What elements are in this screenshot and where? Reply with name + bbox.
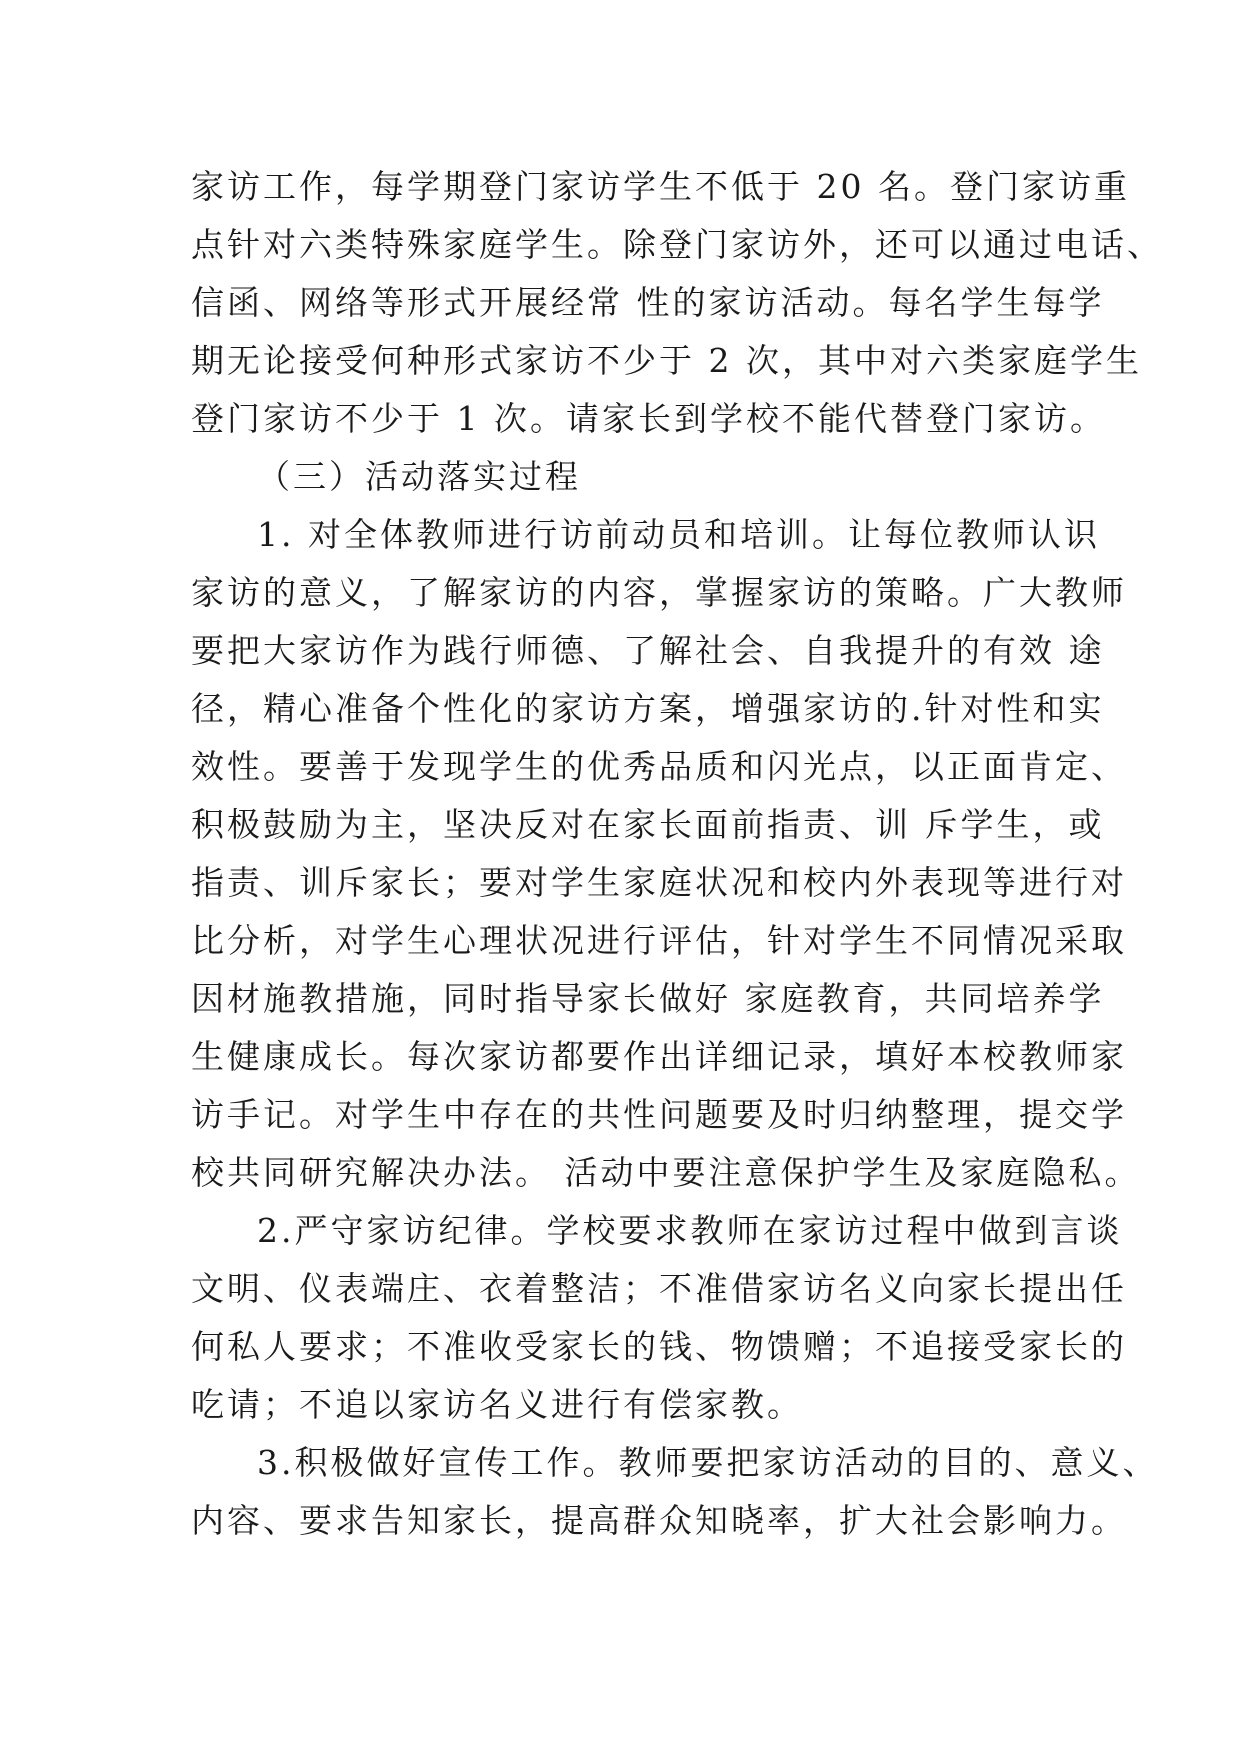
paragraph-line: 指责、训斥家长；要对学生家庭状况和校内外表现等进行对	[191, 863, 1127, 902]
paragraph-line: 比分析，对学生心理状况进行评估，针对学生不同情况采取	[191, 921, 1127, 960]
paragraph-line: 点针对六类特殊家庭学生。除登门家访外，还可以通过电话、	[191, 225, 1163, 264]
paragraph-line: 要把大家访作为践行师德、了解社会、自我提升的有效 途	[191, 631, 1105, 670]
paragraph-line: 效性。要善于发现学生的优秀品质和闪光点，以正面肯定、	[191, 747, 1127, 786]
paragraph-line: 1. 对全体教师进行访前动员和培训。让每位教师认识	[257, 515, 1100, 554]
paragraph-line: 家访的意义，了解家访的内容，掌握家访的策略。广大教师	[191, 573, 1127, 612]
paragraph-line: 访手记。对学生中存在的共性问题要及时归纳整理，提交学	[191, 1095, 1127, 1134]
paragraph-line: 登门家访不少于 1 次。请家长到学校不能代替登门家访。	[191, 399, 1106, 438]
section-heading: （三）活动落实过程	[257, 457, 581, 496]
paragraph-line: 生健康成长。每次家访都要作出详细记录，填好本校教师家	[191, 1037, 1127, 1076]
paragraph-line: 径，精心准备个性化的家访方案，增强家访的.针对性和实	[191, 689, 1105, 728]
paragraph-line: 文明、仪表端庄、衣着整洁；不准借家访名义向家长提出任	[191, 1269, 1127, 1308]
paragraph-line: 何私人要求；不准收受家长的钱、物馈赠；不追接受家长的	[191, 1327, 1127, 1366]
paragraph-line: 家访工作，每学期登门家访学生不低于 20 名。登门家访重	[191, 167, 1130, 206]
paragraph-line: 2.严守家访纪律。学校要求教师在家访过程中做到言谈	[257, 1211, 1123, 1250]
paragraph-line: 3.积极做好宣传工作。教师要把家访活动的目的、意义、	[257, 1443, 1159, 1482]
paragraph-line: 内容、要求告知家长，提高群众知晓率，扩大社会影响力。	[191, 1501, 1127, 1540]
paragraph-line: 信函、网络等形式开展经常 性的家访活动。每名学生每学	[191, 283, 1105, 322]
paragraph-line: 校共同研究解决办法。 活动中要注意保护学生及家庭隐私。	[191, 1153, 1141, 1192]
paragraph-line: 吃请；不追以家访名义进行有偿家教。	[191, 1385, 803, 1424]
paragraph-line: 期无论接受何种形式家访不少于 2 次，其中对六类家庭学生	[191, 341, 1142, 380]
body-text	[191, 158, 1163, 1550]
paragraph-line: 因材施教措施，同时指导家长做好 家庭教育，共同培养学	[191, 979, 1105, 1018]
paragraph-line: 积极鼓励为主，坚决反对在家长面前指责、训 斥学生，或	[191, 805, 1105, 844]
